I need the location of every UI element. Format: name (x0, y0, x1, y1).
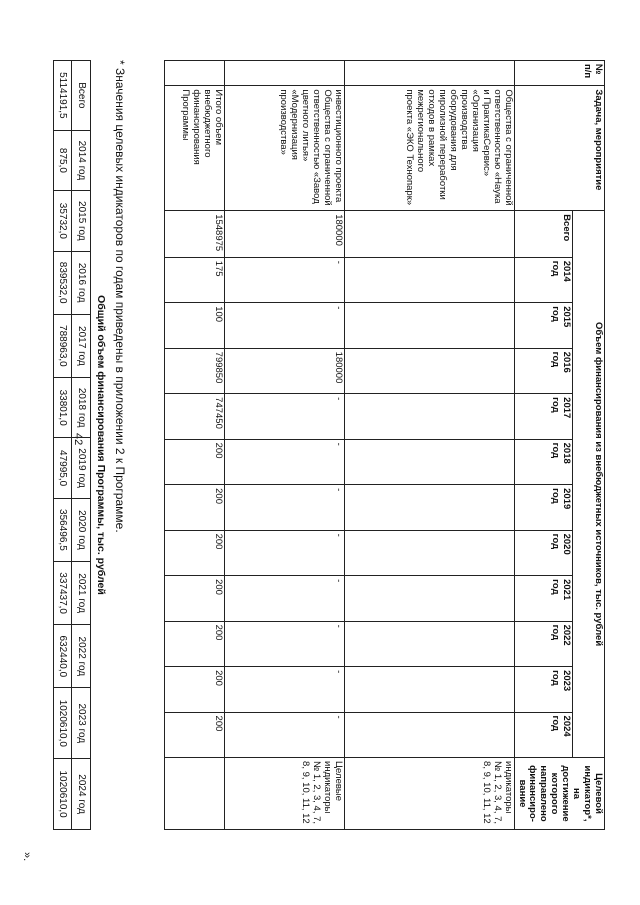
header-num: № п/п (514, 61, 604, 86)
row-indicator: индикаторы № 1, 2, 3, 4, 7, 8, 9, 10, 11, 12 (344, 758, 514, 830)
row-year-value: 747450 (164, 394, 224, 439)
totals-value: 788963,0 (54, 314, 73, 377)
totals-header: 2016 год (72, 251, 91, 314)
totals-value: 35732,0 (54, 191, 73, 251)
row-total: 180000 (224, 211, 344, 258)
row-task: Общества с ограниченной ответственностью «Наука и ПрактикаСервис» «Организация производства оборудования для пиролизной переработки отходов в рамках межрегионального проекта «ЭКО Технопарк» (344, 86, 514, 211)
row-year-value: 200 (164, 439, 224, 484)
row-year-value: - (224, 303, 344, 348)
totals-value: 356496,5 (54, 498, 73, 561)
row-year-value (344, 348, 514, 393)
header-row-1 (572, 61, 604, 830)
totals-header: 2020 год (72, 498, 91, 561)
financing-table (164, 60, 605, 830)
row-year-value: 100 (164, 303, 224, 348)
header-year: 2019 год (514, 485, 572, 530)
header-year: 2016 год (514, 348, 572, 393)
row-year-value: - (224, 439, 344, 484)
totals-header: 2018 год (72, 377, 91, 437)
header-year: 2022 год (514, 621, 572, 666)
row-year-value (344, 667, 514, 712)
row-year-value (344, 394, 514, 439)
totals-value: 632440,0 (54, 625, 73, 688)
header-year: 2024 год (514, 712, 572, 757)
row-year-value (344, 576, 514, 621)
totals-header: 2021 год (72, 562, 91, 625)
row-num (224, 61, 344, 86)
table-row (224, 61, 344, 830)
table-row (344, 61, 514, 830)
header-total: Всего (514, 211, 572, 258)
closing-quote: ». (21, 852, 33, 862)
header-indicator: Целевой индикатор*, на достижение которого направлено финансиро-вание (514, 758, 604, 830)
row-year-value: - (224, 712, 344, 757)
header-year: 2017 год (514, 394, 572, 439)
header-financing-group: Объем финансирования из внебюджетных источников, тыс. рублей (572, 211, 604, 758)
totals-value: 337437,0 (54, 562, 73, 625)
header-year: 2021 год (514, 576, 572, 621)
totals-value: 1020610,0 (54, 688, 73, 759)
row-year-value: 200 (164, 712, 224, 757)
row-year-value: 200 (164, 576, 224, 621)
totals-value: 47995,0 (54, 438, 73, 498)
row-year-value: 200 (164, 485, 224, 530)
row-year-value: - (224, 576, 344, 621)
row-num (164, 61, 224, 86)
header-year: 2015 год (514, 303, 572, 348)
totals-value-row (54, 61, 73, 830)
row-year-value (344, 621, 514, 666)
totals-value: 33801,0 (54, 377, 73, 437)
header-year: 2023 год (514, 667, 572, 712)
row-year-value: - (224, 394, 344, 439)
totals-header: 2019 год (72, 438, 91, 498)
row-year-value: - (224, 485, 344, 530)
header-task: Задача, мероприятие (514, 86, 604, 211)
footnote: * Значения целевых индикаторов по годам приведены в приложении 2 к Программе. (113, 60, 127, 533)
header-year: 2018 год (514, 439, 572, 484)
row-year-value: 799850 (164, 348, 224, 393)
totals-value: 5114191,5 (54, 61, 73, 131)
totals-value: 1020610,0 (54, 759, 73, 830)
row-total: 1548975 (164, 211, 224, 258)
totals-header: Всего (72, 61, 91, 131)
rotated-page-content (15, 60, 605, 862)
row-indicator: Целевые индикаторы № 1, 2, 3, 4, 7, 8, 9, 10, 11, 12 (224, 758, 344, 830)
header-year: 2014 год (514, 257, 572, 302)
totals-header: 2022 год (72, 625, 91, 688)
totals-header: 2014 год (72, 130, 91, 190)
row-year-value: - (224, 667, 344, 712)
row-task: инвестиционного проекта Общества с ограниченной ответственностью «Завод цветного литья» «Модернизация производства» (224, 86, 344, 211)
row-year-value (344, 439, 514, 484)
row-indicator (164, 758, 224, 830)
header-year: 2020 год (514, 530, 572, 575)
row-year-value (344, 303, 514, 348)
row-year-value (344, 485, 514, 530)
row-year-value: - (224, 621, 344, 666)
row-task: Итого объем внебюджетного финансирования Программы (164, 86, 224, 211)
row-year-value: - (224, 530, 344, 575)
totals-header: 2023 год (72, 688, 91, 759)
row-year-value: - (224, 257, 344, 302)
totals-header: 2024 год (72, 759, 91, 830)
totals-header-row (72, 61, 91, 830)
row-total (344, 211, 514, 258)
totals-title: Общий объем финансирования Программы, тыс. рублей (95, 295, 107, 595)
table-row-total (164, 61, 224, 830)
totals-value: 875,0 (54, 130, 73, 190)
row-year-value: 200 (164, 621, 224, 666)
row-year-value (344, 530, 514, 575)
row-year-value: 200 (164, 530, 224, 575)
row-year-value: 200 (164, 667, 224, 712)
totals-value: 839532,0 (54, 251, 73, 314)
row-year-value: 175 (164, 257, 224, 302)
totals-header: 2015 год (72, 191, 91, 251)
row-year-value (344, 712, 514, 757)
row-num (344, 61, 514, 86)
page-number: 42 (72, 433, 84, 446)
totals-header: 2017 год (72, 314, 91, 377)
row-year-value (344, 257, 514, 302)
row-year-value: 180000 (224, 348, 344, 393)
totals-table (53, 60, 91, 830)
